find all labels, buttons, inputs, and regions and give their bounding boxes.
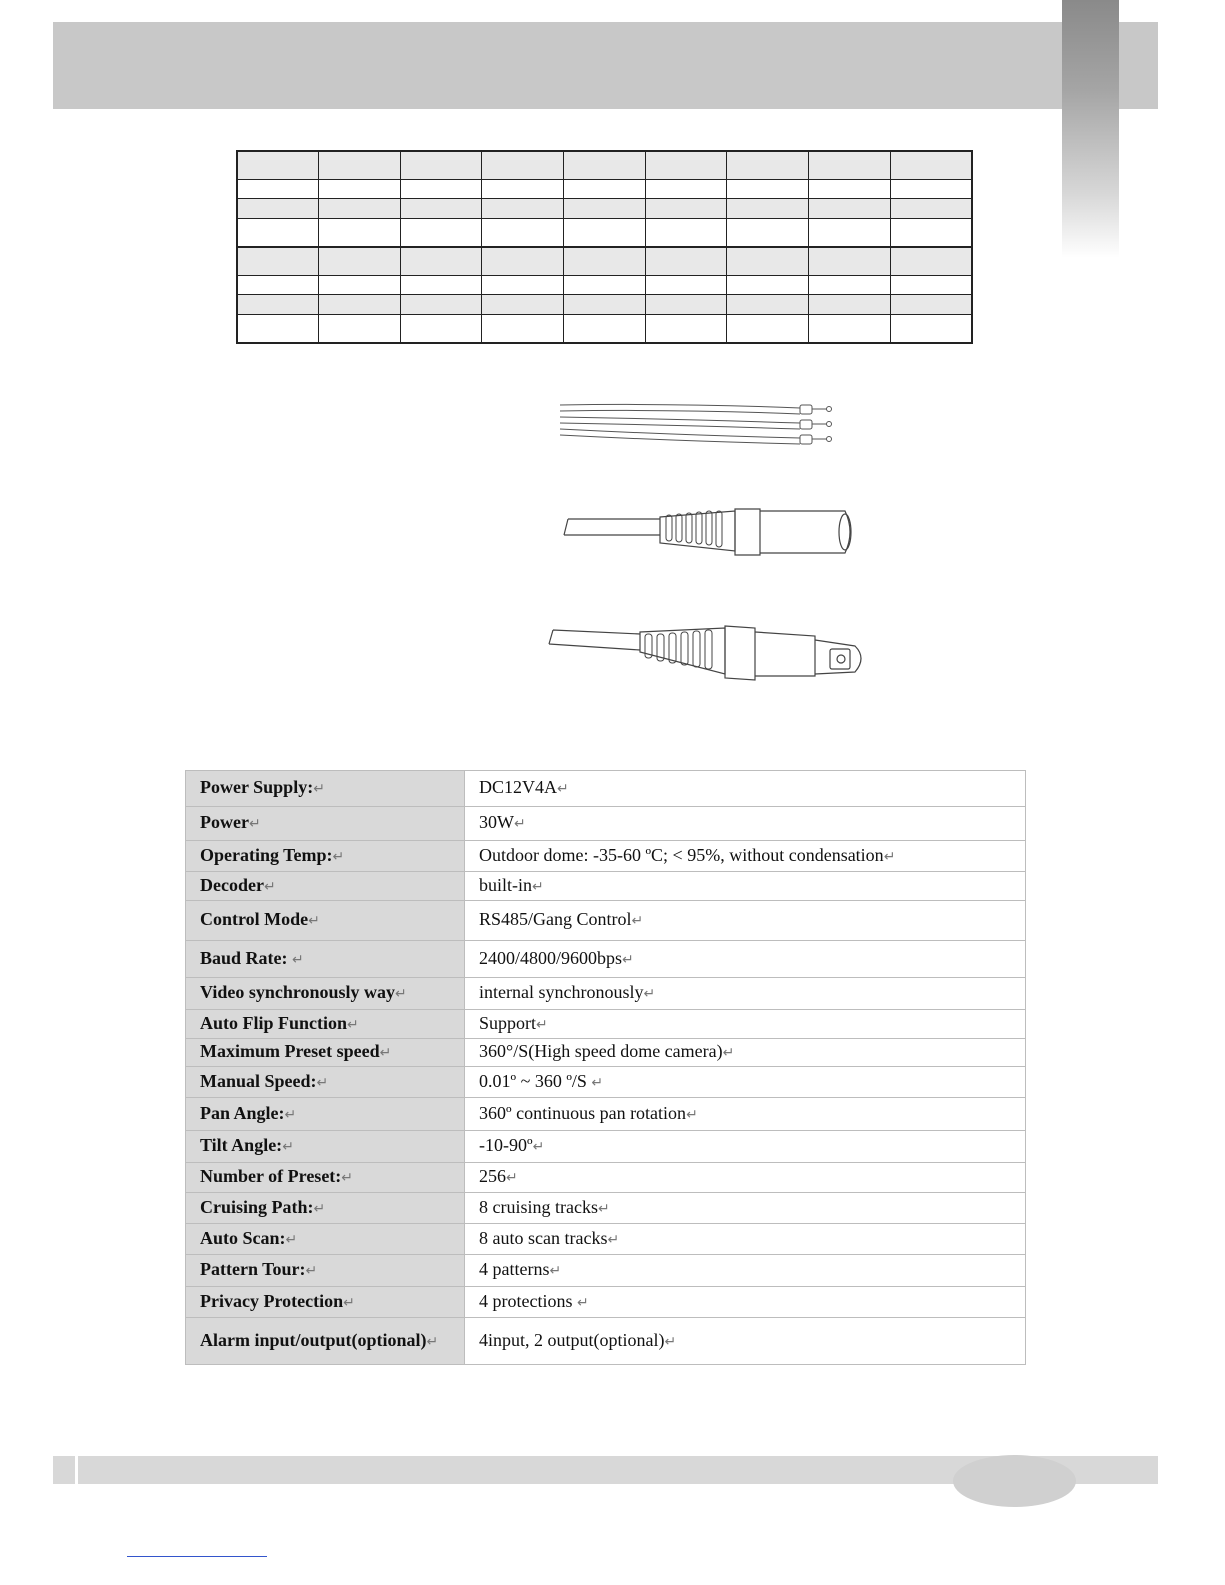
spec-value-cell xyxy=(465,1318,1026,1365)
spec-value-cell xyxy=(465,1098,1026,1131)
table-row xyxy=(186,1287,1026,1318)
return-mark-icon: ↵ xyxy=(514,817,526,832)
table-row xyxy=(237,314,972,343)
table-row xyxy=(186,1318,1026,1365)
spec-value-cell xyxy=(465,1287,1026,1318)
spec-label: Number of Preset: xyxy=(200,1166,342,1186)
spec-value-cell xyxy=(465,1163,1026,1193)
spec-label: Alarm input/output(optional) xyxy=(200,1329,427,1350)
table-row xyxy=(237,247,972,276)
return-mark-icon: ↵ xyxy=(248,817,261,832)
spec-label-cell xyxy=(186,1255,465,1287)
return-mark-icon: ↵ xyxy=(343,1295,355,1311)
footer-link-underline xyxy=(127,1556,267,1557)
return-mark-icon: ↵ xyxy=(313,782,325,797)
table-row xyxy=(186,1224,1026,1255)
spec-value: 30W xyxy=(479,812,514,832)
return-mark-icon: ↵ xyxy=(576,1295,589,1311)
spec-label: Auto Flip Function xyxy=(200,1012,348,1033)
spec-value-cell xyxy=(465,771,1026,807)
spec-value: -10-90º xyxy=(479,1135,533,1155)
spec-value: 256 xyxy=(479,1166,506,1186)
spec-value: 2400/4800/9600bps xyxy=(479,947,623,968)
spec-label-cell xyxy=(186,1287,465,1318)
spec-value-cell xyxy=(465,1255,1026,1287)
table-row xyxy=(186,841,1026,872)
table-row xyxy=(237,276,972,295)
table-row xyxy=(186,1010,1026,1039)
spec-label: Video synchronously way xyxy=(200,982,396,1002)
spec-label-cell xyxy=(186,841,465,872)
return-mark-icon: ↵ xyxy=(536,1017,548,1033)
return-mark-icon: ↵ xyxy=(308,914,320,929)
spec-value: 0.01º ~ 360 º/S xyxy=(479,1070,592,1091)
return-mark-icon: ↵ xyxy=(316,1075,329,1091)
spec-label-cell xyxy=(186,978,465,1010)
return-mark-icon: ↵ xyxy=(426,1334,439,1350)
spec-value: 4 patterns xyxy=(479,1259,550,1279)
return-mark-icon: ↵ xyxy=(285,1232,298,1248)
spec-label-cell xyxy=(186,1163,465,1193)
spec-label: Auto Scan: xyxy=(200,1227,286,1248)
return-mark-icon: ↵ xyxy=(284,1107,297,1123)
return-mark-icon: ↵ xyxy=(607,1232,620,1248)
return-mark-icon: ↵ xyxy=(883,849,896,865)
side-tab-gradient xyxy=(1062,0,1119,258)
spec-label: Manual Speed: xyxy=(200,1070,317,1091)
spec-label: Cruising Path: xyxy=(200,1196,314,1217)
specification-table xyxy=(185,770,1026,1365)
table-row xyxy=(186,1193,1026,1224)
header-band xyxy=(53,22,1158,109)
spec-value: 360°/S(High speed dome camera) xyxy=(479,1041,723,1061)
spec-label: Baud Rate: xyxy=(200,947,293,968)
table-row xyxy=(186,1098,1026,1131)
return-mark-icon: ↵ xyxy=(631,914,644,929)
bnc-video-connector-icon xyxy=(545,622,875,684)
table-row xyxy=(186,941,1026,978)
spec-label-cell xyxy=(186,1039,465,1067)
return-mark-icon: ↵ xyxy=(305,1264,318,1279)
spec-value-cell xyxy=(465,1010,1026,1039)
table-row xyxy=(186,771,1026,807)
return-mark-icon: ↵ xyxy=(282,1140,294,1155)
spec-label: Pan Angle: xyxy=(200,1102,285,1123)
table-row xyxy=(186,1131,1026,1163)
spec-value-cell xyxy=(465,901,1026,941)
table-row xyxy=(237,199,972,218)
table-row xyxy=(186,1067,1026,1098)
return-mark-icon: ↵ xyxy=(341,1171,354,1186)
table-row xyxy=(186,872,1026,901)
table-row xyxy=(186,1163,1026,1193)
spec-value-cell xyxy=(465,941,1026,978)
table-row xyxy=(186,901,1026,941)
spec-label-cell xyxy=(186,771,465,807)
spec-value-cell xyxy=(465,978,1026,1010)
spec-value: 360º continuous pan rotation xyxy=(479,1102,687,1123)
spec-value: built-in xyxy=(479,874,532,895)
return-mark-icon: ↵ xyxy=(549,1264,562,1279)
return-mark-icon: ↵ xyxy=(622,952,634,968)
spec-value: 8 cruising tracks xyxy=(479,1196,598,1217)
return-mark-icon: ↵ xyxy=(506,1171,518,1186)
spec-value-cell xyxy=(465,1131,1026,1163)
return-mark-icon: ↵ xyxy=(313,1201,326,1217)
return-mark-icon: ↵ xyxy=(263,879,276,895)
return-mark-icon: ↵ xyxy=(597,1201,610,1217)
spec-label: Power Supply: xyxy=(200,777,314,797)
spec-label-cell xyxy=(186,901,465,941)
spec-value: 4 protections xyxy=(479,1290,577,1311)
return-mark-icon: ↵ xyxy=(722,1046,735,1061)
return-mark-icon: ↵ xyxy=(395,987,407,1002)
table-row xyxy=(237,295,972,314)
return-mark-icon: ↵ xyxy=(532,1140,545,1155)
spec-value: 8 auto scan tracks xyxy=(479,1227,608,1248)
return-mark-icon: ↵ xyxy=(664,1334,677,1350)
spec-value-cell xyxy=(465,1224,1026,1255)
spec-label-cell xyxy=(186,1193,465,1224)
spec-value-cell xyxy=(465,1193,1026,1224)
return-mark-icon: ↵ xyxy=(332,849,345,865)
spec-label-cell xyxy=(186,1010,465,1039)
spec-value: internal synchronously xyxy=(479,982,644,1002)
spec-label: Pattern Tour: xyxy=(200,1259,306,1279)
spec-label: Decoder xyxy=(200,874,264,895)
spec-value-cell xyxy=(465,872,1026,901)
return-mark-icon: ↵ xyxy=(379,1046,392,1061)
table-row xyxy=(186,1039,1026,1067)
table-row xyxy=(237,218,972,247)
spec-label: Operating Temp: xyxy=(200,844,333,865)
spec-value-cell xyxy=(465,807,1026,841)
return-mark-icon: ↵ xyxy=(643,987,656,1002)
spec-label-cell xyxy=(186,872,465,901)
spec-value-cell xyxy=(465,1039,1026,1067)
spec-label-cell xyxy=(186,807,465,841)
spec-value: Support xyxy=(479,1012,537,1033)
spec-value: Outdoor dome: -35-60 ºC; < 95%, without condensation xyxy=(479,844,884,865)
table-row xyxy=(237,151,972,180)
spec-value: RS485/Gang Control xyxy=(479,909,632,929)
spec-label-cell xyxy=(186,1067,465,1098)
spec-value: 4input, 2 output(optional) xyxy=(479,1329,665,1350)
spec-label-cell xyxy=(186,1224,465,1255)
spec-label-cell xyxy=(186,1318,465,1365)
spec-label-cell xyxy=(186,941,465,978)
table-row xyxy=(237,180,972,199)
return-mark-icon: ↵ xyxy=(557,782,569,797)
return-mark-icon: ↵ xyxy=(292,952,304,968)
spec-value-cell xyxy=(465,841,1026,872)
dc-power-jack-icon xyxy=(560,505,860,560)
spec-label: Maximum Preset speed xyxy=(200,1041,380,1061)
page-number-oval xyxy=(953,1455,1076,1507)
spec-label: Tilt Angle: xyxy=(200,1135,283,1155)
return-mark-icon: ↵ xyxy=(532,879,544,895)
spec-label: Privacy Protection xyxy=(200,1290,344,1311)
spec-value: DC12V4A xyxy=(479,777,558,797)
return-mark-icon: ↵ xyxy=(347,1017,359,1033)
dip-switch-table xyxy=(236,150,973,344)
rs485-wires-icon xyxy=(555,395,840,450)
spec-label-cell xyxy=(186,1098,465,1131)
spec-label: Control Mode xyxy=(200,909,309,929)
spec-value-cell xyxy=(465,1067,1026,1098)
spec-label-cell xyxy=(186,1131,465,1163)
return-mark-icon: ↵ xyxy=(591,1075,604,1091)
table-row xyxy=(186,807,1026,841)
footer-divider xyxy=(75,1456,78,1484)
return-mark-icon: ↵ xyxy=(686,1107,698,1123)
spec-label: Power xyxy=(200,812,249,832)
table-row xyxy=(186,978,1026,1010)
table-row xyxy=(186,1255,1026,1287)
